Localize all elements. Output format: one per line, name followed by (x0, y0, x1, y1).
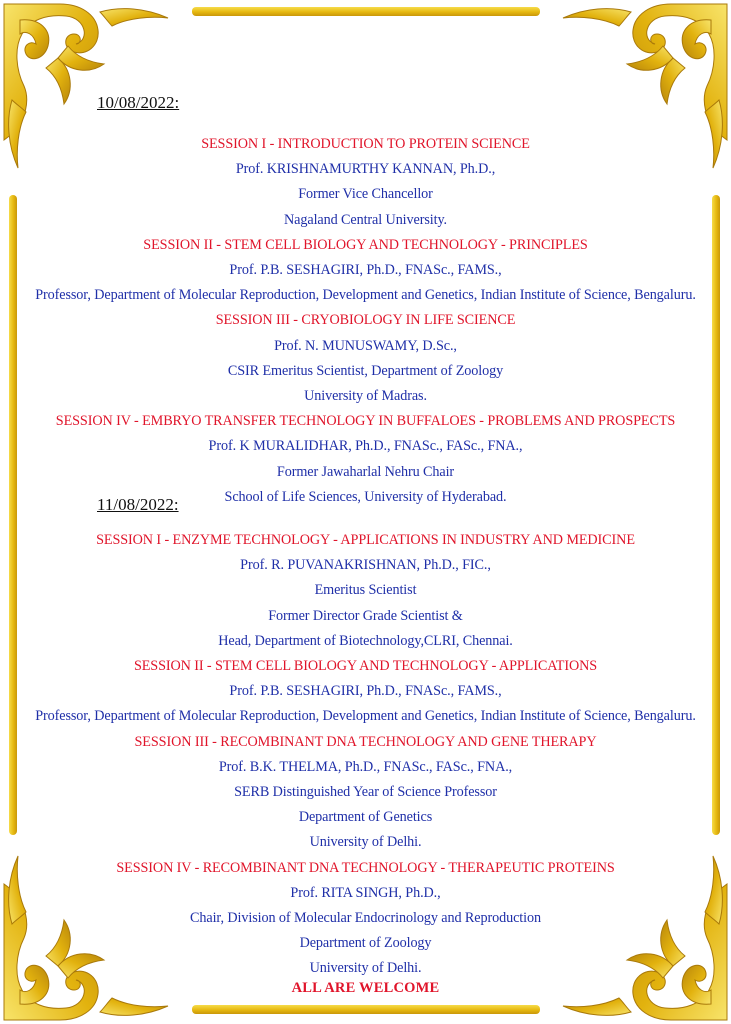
speaker-info-line: Prof. P.B. SESHAGIRI, Ph.D., FNASc., FAMS., (229, 683, 502, 700)
speaker-info-line: University of Delhi. (309, 834, 422, 851)
session-title: SESSION III - CRYOBIOLOGY IN LIFE SCIENCE (215, 312, 516, 329)
speaker-info-line: Prof. KRISHNAMURTHY KANNAN, Ph.D., (235, 161, 496, 178)
all-are-welcome-text: ALL ARE WELCOME (291, 980, 440, 996)
session-title: SESSION II - STEM CELL BIOLOGY AND TECHNOLOGY - PRINCIPLES (143, 236, 588, 253)
session-title: SESSION I - INTRODUCTION TO PROTEIN SCIENCE (201, 136, 530, 152)
session-title: SESSION III - RECOMBINANT DNA TECHNOLOGY AND GENE THERAPY (134, 733, 597, 750)
session-title: SESSION II - STEM CELL BIOLOGY AND TECHNOLOGY - APPLICATIONS (133, 658, 598, 675)
day1-date: 10/08/2022: (97, 93, 180, 112)
top-border-bar (192, 7, 540, 16)
speaker-info-line: SERB Distinguished Year of Science Professor (234, 784, 497, 801)
speaker-info-line: Prof. P.B. SESHAGIRI, Ph.D., FNASc., FAMS., (229, 262, 502, 279)
speaker-info-line: Professor, Department of Molecular Reproduction, Development and Genetics, Indian Institute of Science, Bengaluru. (35, 708, 696, 725)
bottom-border-bar (192, 1005, 540, 1014)
day2-date: 11/08/2022: (97, 495, 179, 514)
speaker-info-line: CSIR Emeritus Scientist, Department of Zoology (227, 362, 504, 379)
speaker-info-line: Prof. B.K. THELMA, Ph.D., FNASc., FASc., FNA., (218, 758, 513, 775)
speaker-info-line: Prof. RITA SINGH, Ph.D., (290, 884, 441, 901)
speaker-info-line: Department of Genetics (298, 809, 433, 826)
speaker-info-line: Department of Zoology (299, 935, 432, 952)
speaker-info-line: Chair, Division of Molecular Endocrinology and Reproduction (190, 910, 541, 927)
session-title: SESSION IV - RECOMBINANT DNA TECHNOLOGY - THERAPEUTIC PROTEINS (116, 859, 615, 876)
speaker-info-line: Prof. K MURALIDHAR, Ph.D., FNASc., FASc., FNA., (208, 438, 523, 455)
session-title: SESSION IV - EMBRYO TRANSFER TECHNOLOGY IN BUFFALOES - PROBLEMS AND PROSPECTS (55, 413, 676, 430)
speaker-info-line: Prof. N. MUNUSWAMY, D.Sc., (274, 337, 457, 354)
speaker-info-line: Former Vice Chancellor (298, 186, 433, 203)
speaker-info-line: Nagaland Central University. (284, 211, 447, 228)
speaker-info-line: Former Jawaharlal Nehru Chair (276, 463, 455, 480)
speaker-info-line: Emeritus Scientist (314, 582, 417, 599)
speaker-info-line: Professor, Department of Molecular Reproduction, Development and Genetics, Indian Institute of Science, Bengaluru. (35, 287, 696, 304)
speaker-info-line: University of Delhi. (309, 960, 422, 977)
speaker-info-line: Former Director Grade Scientist & (268, 607, 463, 624)
day1-schedule (0, 132, 731, 510)
speaker-info-line: School of Life Sciences, University of Hyderabad. (224, 488, 507, 505)
day2-schedule (0, 528, 731, 982)
session-title: SESSION I - ENZYME TECHNOLOGY - APPLICATIONS IN INDUSTRY AND MEDICINE (96, 532, 635, 548)
speaker-info-line: University of Madras. (304, 388, 427, 405)
speaker-info-line: Head, Department of Biotechnology,CLRI, Chennai. (218, 632, 513, 649)
speaker-info-line: Prof. R. PUVANAKRISHNAN, Ph.D., FIC., (240, 557, 491, 574)
